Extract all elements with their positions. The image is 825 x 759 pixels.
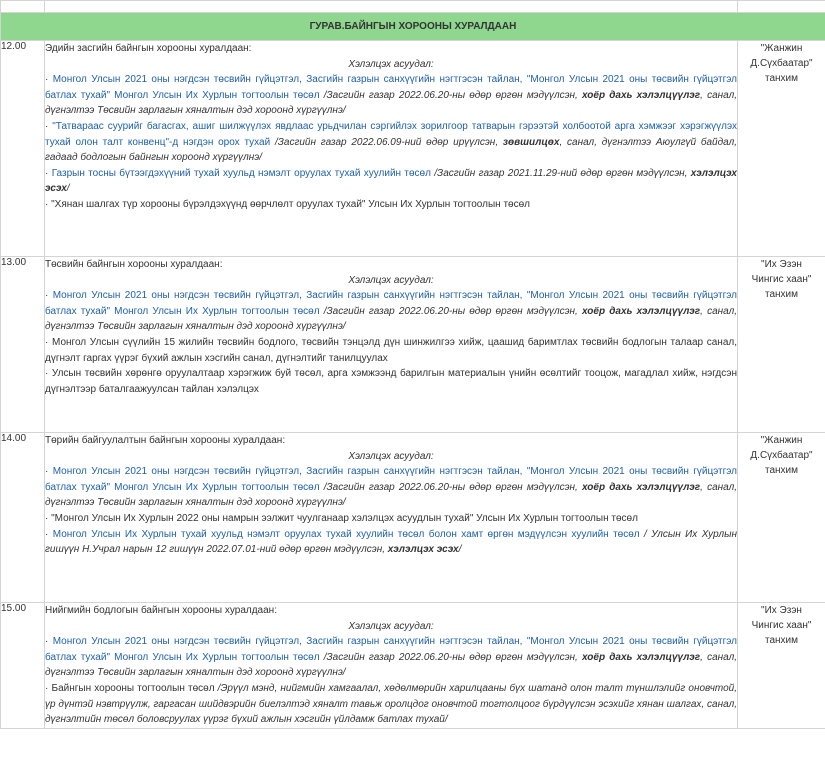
session-room: "Жанжин Д.Сүхбаатар" танхим	[738, 433, 825, 603]
session-agenda	[45, 603, 738, 729]
section-header: ГУРАВ.БАЙНГЫН ХОРООНЫ ХУРАЛДААН	[1, 13, 825, 41]
questions-label: Хэлэлцэх асуудал:	[348, 450, 434, 462]
agenda-item: · Байнгын хорооны тогтоолын төсөл /Эрүүл мэнд, нийгмийн хамгаалал, хөдөлмөрийн харилцааны бүх шатанд олон талт түншлэлийг оновчтой, үр дүнтэй нэвтрүүлж, гаргасан шийдвэрийн биелэлтэд хяналт тавьж оролцдог оновчтой тогтолцоог бүрдүүлсэн эсэхийг хянан шалгах, санал, дүгнэлтийн төсөл боловсруулах үүрэг бүхий ажлын хэсгийн үйлдамж батлах тухай/	[45, 682, 737, 726]
committee-title: Нийгмийн бодлогын байнгын хорооны хуралдаан:	[45, 605, 277, 616]
table-row	[1, 433, 825, 603]
table-row	[1, 257, 825, 433]
agenda-item: · "Татвараас суурийг багасгах, ашиг шилжүүлэх явдлаас урьдчилан сэргийлэх зорилгоор татварын гэрээтэй холбоотой арга хэмжээг хэрэгжүүлэх тухай олон талт конвенц"-д нэгдэн орох тухай /Засгийн газар 2022.06.09-ний өдөр ирүүлсэн, зөвшилцөх, санал, дүгнэлтээ Аюулгүй байдал, гадаад бодлогын байнгын хороонд хүргүүлнэ/	[45, 120, 737, 164]
session-agenda	[45, 433, 738, 603]
session-agenda	[45, 41, 738, 257]
agenda-item: · Монгол Улсын 2021 оны нэгдсэн төсвийн гүйцэтгэл, Засгийн газрын санхүүгийн нэгтгэсэн тайлан, "Монгол Улсын 2021 оны төсвийн гүйцэтгэл батлах тухай" Монгол Улсын Их Хурлын тогтоолын төсөл /Засгийн газар 2022.06.20-ны өдөр өргөн мэдүүлсэн, хоёр дахь хэлэлцүүлэг, санал, дүгнэлтээ Төсвийн зарлагын хяналтын дэд хороонд хүргүүлнэ/	[45, 74, 738, 117]
committee-title: Төсвийн байнгын хорооны хуралдаан:	[45, 259, 223, 270]
session-time: 14.00	[1, 433, 45, 603]
session-room: "Их Эзэн Чингис хаан" танхим	[738, 603, 825, 729]
agenda-item: · Монгол Улсын 2021 оны нэгдсэн төсвийн гүйцэтгэл, Засгийн газрын санхүүгийн нэгтгэсэн тайлан, "Монгол Улсын 2021 оны төсвийн гүйцэтгэл батлах тухай" Монгол Улсын Их Хурлын тогтоолын төсөл /Засгийн газар 2022.06.20-ны өдөр өргөн мэдүүлсэн, хоёр дахь хэлэлцүүлэг, санал, дүгнэлтээ Төсвийн зарлагын хяналтын дэд хороонд хүргүүлнэ/	[45, 466, 738, 509]
agenda-item: · Монгол Улсын Их Хурлын тухай хуульд нэмэлт оруулах тухай хуулийн төсөл болон хамт өргөн мэдүүлсэн хуулийн төсөл / Улсын Их Хурлын гишүүн Н.Учрал нарын 12 гишүүн 2022.07.01-ний өдөр өргөн мэдүүлсэн, хэлэлцэх эсэх/	[45, 528, 737, 556]
session-time: 13.00	[1, 257, 45, 433]
committee-title: Эдийн засгийн байнгын хорооны хуралдаан:	[45, 43, 252, 54]
session-time: 12.00	[1, 41, 45, 257]
agenda-item: · Улсын төсвийн хөрөнгө оруулалтаар хэрэгжиж буй төсөл, арга хэмжээнд барилгын материалын үнийн өсөлтийг тооцож, магадлал хийж, нэгдсэн дүгнэлтээр баталгаажуулсан тайлан хэлэлцэх	[45, 368, 737, 395]
section-header-row	[1, 13, 825, 41]
table-row	[1, 603, 825, 729]
agenda-item: · Монгол Улсын сүүлийн 15 жилийн төсвийн бодлого, төсвийн тэнцэлд дүн шинжилгээ хийж, цаашид баримтлах төсвийн бодлогын талаар санал, дүгнэлт гаргах үүрэг бүхий ажлын хэсгийн санал, дүгнэлтийг танилцуулах	[45, 336, 737, 364]
session-time: 15.00	[1, 603, 45, 729]
agenda-item: · Газрын тосны бүтээгдэхүүний тухай хуульд нэмэлт оруулах тухай хуулийн төсөл /Засгийн газар 2021.11.29-ний өдөр өргөн мэдүүлсэн, хэлэлцэх эсэх/	[45, 167, 737, 195]
agenda-item: · Монгол Улсын 2021 оны нэгдсэн төсвийн гүйцэтгэл, Засгийн газрын санхүүгийн нэгтгэсэн тайлан, "Монгол Улсын 2021 оны төсвийн гүйцэтгэл батлах тухай" Монгол Улсын Их Хурлын тогтоолын төсөл /Засгийн газар 2022.06.20-ны өдөр өргөн мэдүүлсэн, хоёр дахь хэлэлцүүлэг, санал, дүгнэлтээ Төсвийн зарлагын хяналтын дэд хороонд хүргүүлнэ/	[45, 290, 738, 333]
agenda-item: · "Монгол Улсын Их Хурлын 2022 оны намрын ээлжит чуулганаар хэлэлцэх асуудлын тухай" Улсын Их Хурлын тогтоолын төсөл	[45, 512, 638, 524]
questions-label: Хэлэлцэх асуудал:	[348, 58, 434, 70]
agenda-item: · Монгол Улсын 2021 оны нэгдсэн төсвийн гүйцэтгэл, Засгийн газрын санхүүгийн нэгтгэсэн тайлан, "Монгол Улсын 2021 оны төсвийн гүйцэтгэл батлах тухай" Монгол Улсын Их Хурлын тогтоолын төсөл /Засгийн газар 2022.06.20-ны өдөр өргөн мэдүүлсэн, хоёр дахь хэлэлцүүлэг, санал, дүгнэлтээ Төсвийн зарлагын хяналтын дэд хороонд хүргүүлнэ/	[45, 636, 738, 679]
agenda-item: · "Хянан шалгах түр хорооны бүрэлдэхүүнд өөрчлөлт оруулах тухай" Улсын Их Хурлын тогтоолын төсөл	[45, 198, 531, 210]
session-room: "Жанжин Д.Сүхбаатар" танхим	[738, 41, 825, 257]
committee-title: Төрийн байгуулалтын байнгын хорооны хуралдаан:	[45, 435, 286, 446]
table-row	[1, 41, 825, 257]
top-gap-row	[1, 1, 825, 13]
questions-label: Хэлэлцэх асуудал:	[348, 620, 434, 632]
questions-label: Хэлэлцэх асуудал:	[348, 274, 434, 286]
session-agenda	[45, 257, 738, 433]
session-room: "Их Эзэн Чингис хаан" танхим	[738, 257, 825, 433]
